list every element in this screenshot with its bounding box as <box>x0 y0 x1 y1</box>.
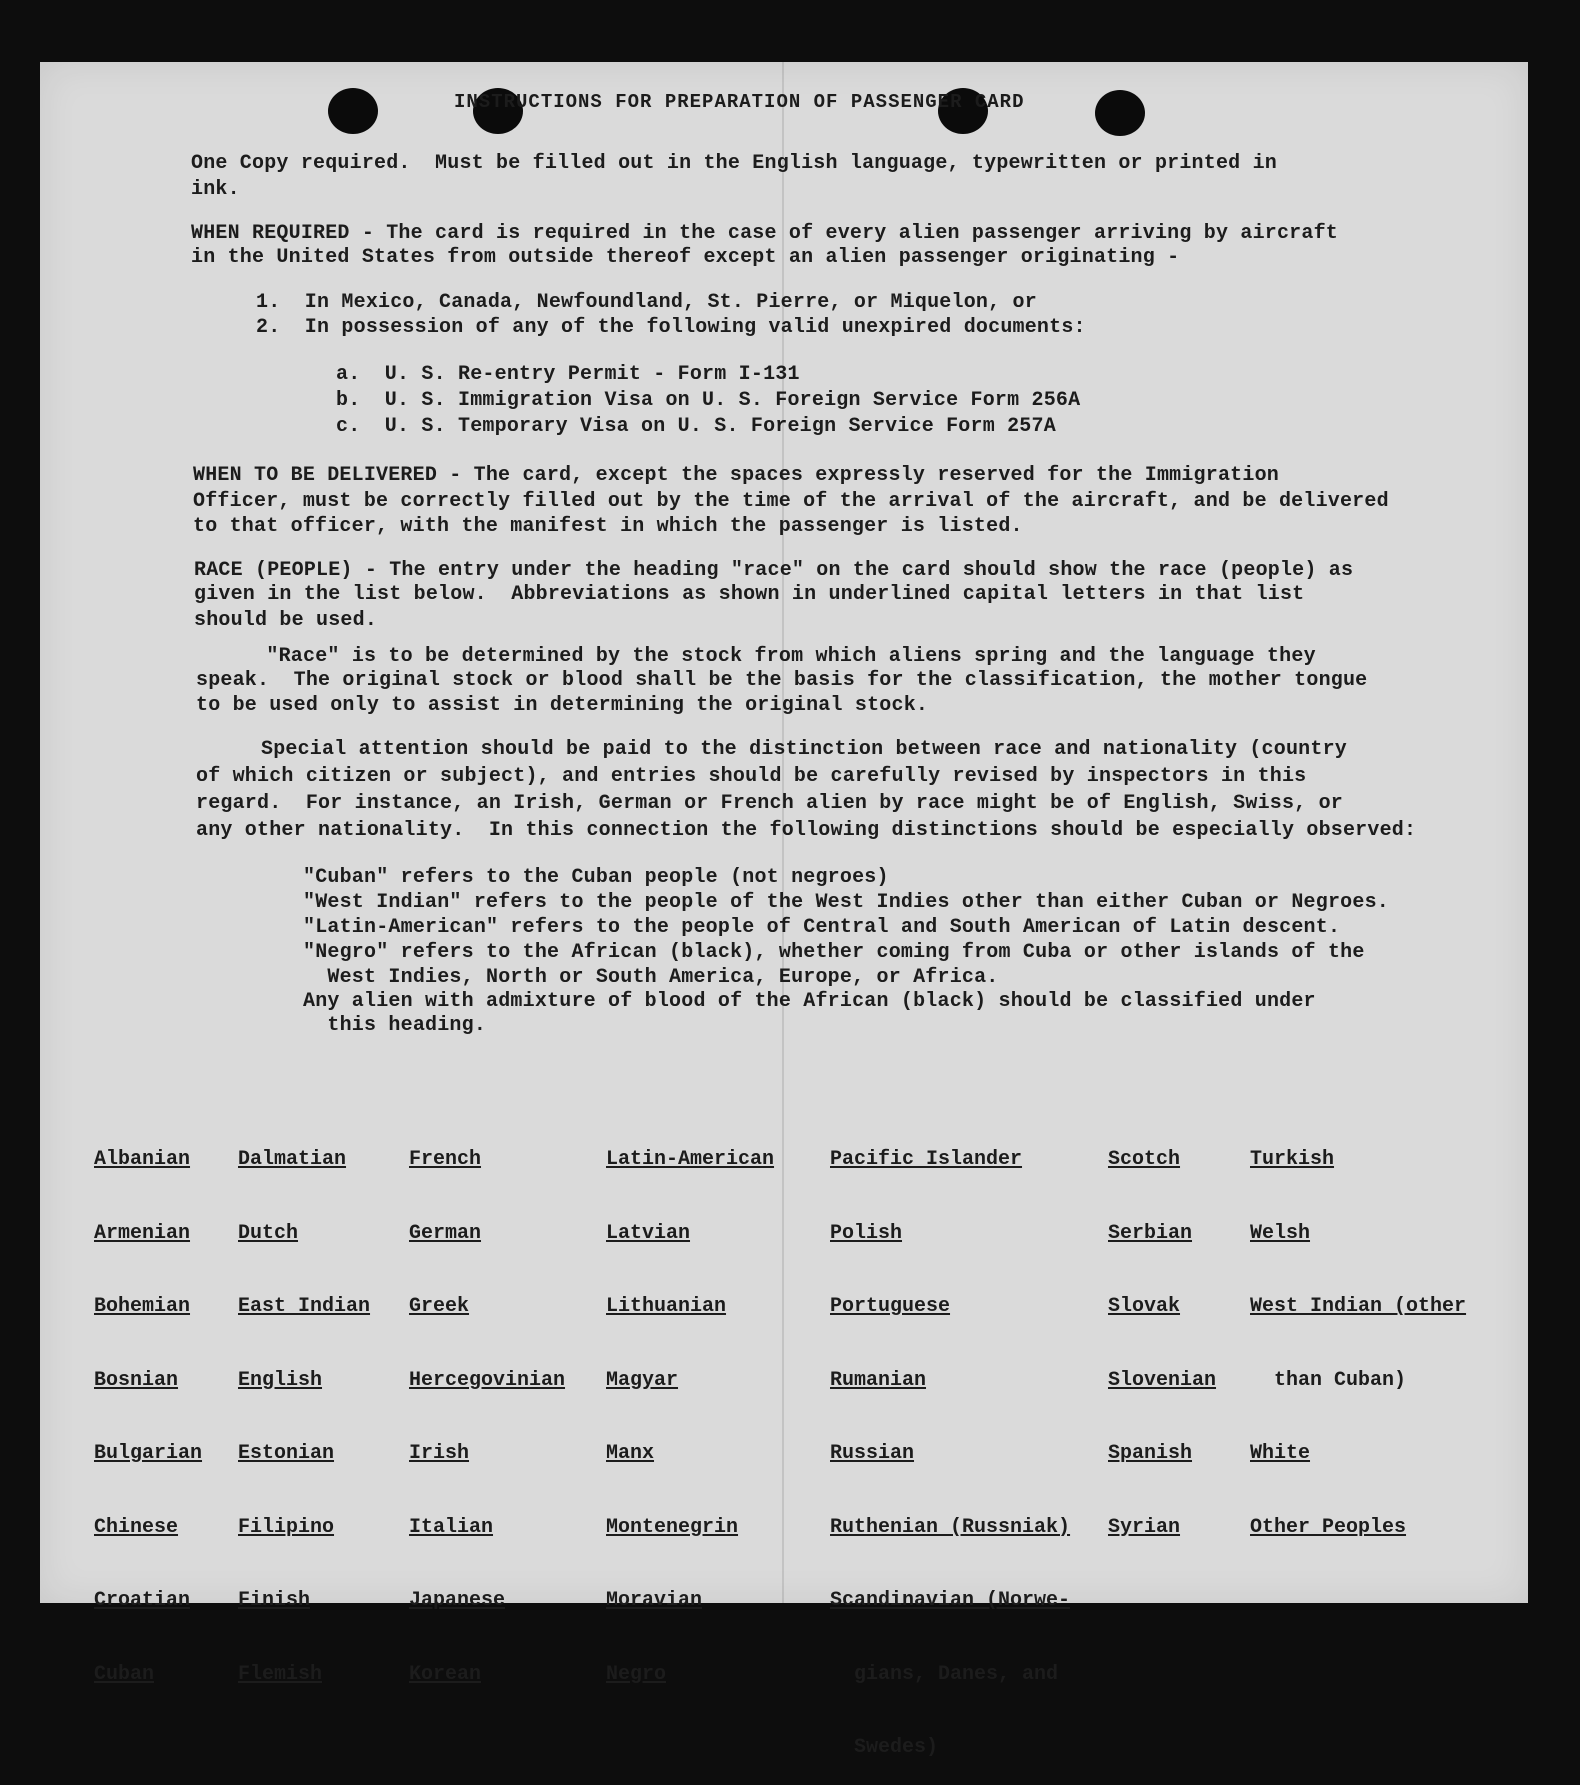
when-delivered-line: to that officer, with the manifest in which the passenger is listed. <box>193 515 1023 538</box>
race-list-item: Bosnian <box>94 1368 179 1392</box>
race-list-item: Slovak <box>1108 1295 1181 1318</box>
race-list-item: White <box>1250 1442 1311 1465</box>
intro-line: One Copy required. Must be filled out in the English language, typewritten or printed in <box>191 152 1277 175</box>
race-list-item: Portuguese <box>830 1295 951 1318</box>
race-list-item: Moravian <box>606 1589 703 1612</box>
race-list-item: Other Peoples <box>1250 1515 1407 1539</box>
race-determined-line: "Race" is to be determined by the stock from which aliens spring and the language they <box>242 645 1316 668</box>
race-list-item: Hercegovinian <box>409 1368 566 1392</box>
special-attention-line: of which citizen or subject), and entries should be carefully revised by inspectors in this <box>196 765 1307 788</box>
race-list-item: gians, Danes, and <box>830 1662 1059 1686</box>
race-list-item: Turkish <box>1250 1148 1335 1171</box>
race-list-item: West Indian (other <box>1250 1295 1467 1318</box>
race-list-item: Greek <box>409 1295 470 1318</box>
race-list-item: East Indian <box>238 1295 371 1318</box>
race-list-item: Spanish <box>1108 1442 1193 1465</box>
distinction-line: "Negro" refers to the African (black), whether coming from Cuba or other islands of the <box>303 941 1365 964</box>
race-list-item: Dalmatian <box>238 1148 347 1171</box>
race-list-item: Syrian <box>1108 1515 1181 1539</box>
race-list-item: Serbian <box>1108 1221 1193 1245</box>
race-people-line: should be used. <box>194 609 378 632</box>
race-list-item: Japanese <box>409 1589 506 1612</box>
race-list-item: Irish <box>409 1442 470 1465</box>
race-list-item: Russian <box>830 1442 915 1465</box>
distinction-line: Any alien with admixture of blood of the African (black) should be classified under <box>303 990 1316 1013</box>
punch-hole <box>1095 90 1145 136</box>
race-list-column <box>1250 1099 1466 1565</box>
race-list-item: Bohemian <box>94 1295 191 1318</box>
race-list-item: Albanian <box>94 1148 191 1171</box>
distinction-line: "West Indian" refers to the people of the West Indies other than either Cuban or Negroes. <box>303 891 1389 914</box>
race-list-item: Ruthenian (Russniak) <box>830 1515 1071 1539</box>
race-list-item: Lithuanian <box>606 1295 727 1318</box>
race-list-item: Negro <box>606 1662 667 1686</box>
race-determined-line: to be used only to assist in determining the original stock. <box>196 694 929 717</box>
race-list-item: Dutch <box>238 1221 299 1245</box>
race-list-item: Croatian <box>94 1589 191 1612</box>
race-list-item: Bulgarian <box>94 1442 203 1465</box>
race-list-item: Estonian <box>238 1442 335 1465</box>
race-list-item: Manx <box>606 1442 655 1465</box>
race-list-item: Welsh <box>1250 1221 1311 1245</box>
page-title: INSTRUCTIONS FOR PREPARATION OF PASSENGER CARD <box>454 91 1025 113</box>
special-attention-line: regard. For instance, an Irish, German or French alien by race might be of English, Swiss, or <box>196 792 1343 815</box>
race-list-column <box>830 1099 1070 1785</box>
race-list-column <box>238 1099 370 1712</box>
document-item: b. U. S. Immigration Visa on U. S. Foreign Service Form 256A <box>336 389 1081 412</box>
intro-line: ink. <box>191 178 240 201</box>
race-list-item: Slovenian <box>1108 1368 1217 1392</box>
punch-hole <box>328 88 378 134</box>
race-list-column <box>1108 1099 1216 1565</box>
race-list-column <box>94 1099 202 1712</box>
race-list-item: than Cuban) <box>1250 1368 1407 1392</box>
special-attention-line: Special attention should be paid to the distinction between race and nationality (country <box>261 738 1347 761</box>
distinction-line: "Cuban" refers to the Cuban people (not negroes) <box>303 866 889 889</box>
race-list-item: Magyar <box>606 1368 679 1392</box>
race-list-item: Polish <box>830 1221 903 1245</box>
when-delivered-line: Officer, must be correctly filled out by the time of the arrival of the aircraft, and be delivered <box>193 490 1389 513</box>
race-list-item: German <box>409 1221 482 1245</box>
when-delivered-line: WHEN TO BE DELIVERED - The card, except the spaces expressly reserved for the Immigration <box>193 464 1279 487</box>
race-people-line: RACE (PEOPLE) - The entry under the heading "race" on the card should show the race (people) as <box>194 559 1354 582</box>
special-attention-line: any other nationality. In this connection the following distinctions should be especially observed: <box>196 819 1417 842</box>
condition-item: 2. In possession of any of the following valid unexpired documents: <box>256 316 1086 339</box>
race-list-item: Filipino <box>238 1515 335 1539</box>
race-determined-line: speak. The original stock or blood shall be the basis for the classification, the mother tongue <box>196 669 1368 692</box>
race-list-item: French <box>409 1148 482 1171</box>
document-item: a. U. S. Re-entry Permit - Form I-131 <box>336 363 800 386</box>
condition-item: 1. In Mexico, Canada, Newfoundland, St. Pierre, or Miquelon, or <box>256 291 1037 314</box>
race-list-item: Flemish <box>238 1662 323 1686</box>
distinction-line: this heading. <box>303 1014 487 1037</box>
distinction-line: West Indies, North or South America, Europe, or Africa. <box>303 966 999 989</box>
race-list-item: Armenian <box>94 1221 191 1245</box>
race-list-item: Montenegrin <box>606 1515 739 1539</box>
race-list-item: Pacific Islander <box>830 1148 1023 1171</box>
when-required-line: in the United States from outside thereof except an alien passenger originating - <box>191 246 1180 269</box>
race-people-line: given in the list below. Abbreviations as shown in underlined capital letters in that list <box>194 583 1305 606</box>
race-list-item: Swedes) <box>830 1736 939 1759</box>
race-list-item: Latin-American <box>606 1148 775 1171</box>
race-list-item: English <box>238 1368 323 1392</box>
race-list-item: Korean <box>409 1662 482 1686</box>
race-list-item: Finish <box>238 1589 311 1612</box>
distinction-line: "Latin-American" refers to the people of Central and South American of Latin descent. <box>303 916 1341 939</box>
race-list-column <box>409 1099 565 1712</box>
race-list-item: Scotch <box>1108 1148 1181 1171</box>
race-list-item: Rumanian <box>830 1368 927 1392</box>
race-list-item: Scandinavian (Norwe- <box>830 1589 1071 1612</box>
race-list-item: Latvian <box>606 1221 691 1245</box>
race-list-column <box>606 1099 774 1712</box>
race-list-item: Cuban <box>94 1662 155 1686</box>
race-list-item: Italian <box>409 1515 494 1539</box>
race-list-item: Chinese <box>94 1515 179 1539</box>
document-item: c. U. S. Temporary Visa on U. S. Foreign Service Form 257A <box>336 415 1056 438</box>
when-required-line: WHEN REQUIRED - The card is required in the case of every alien passenger arriving by aircraft <box>191 222 1338 245</box>
